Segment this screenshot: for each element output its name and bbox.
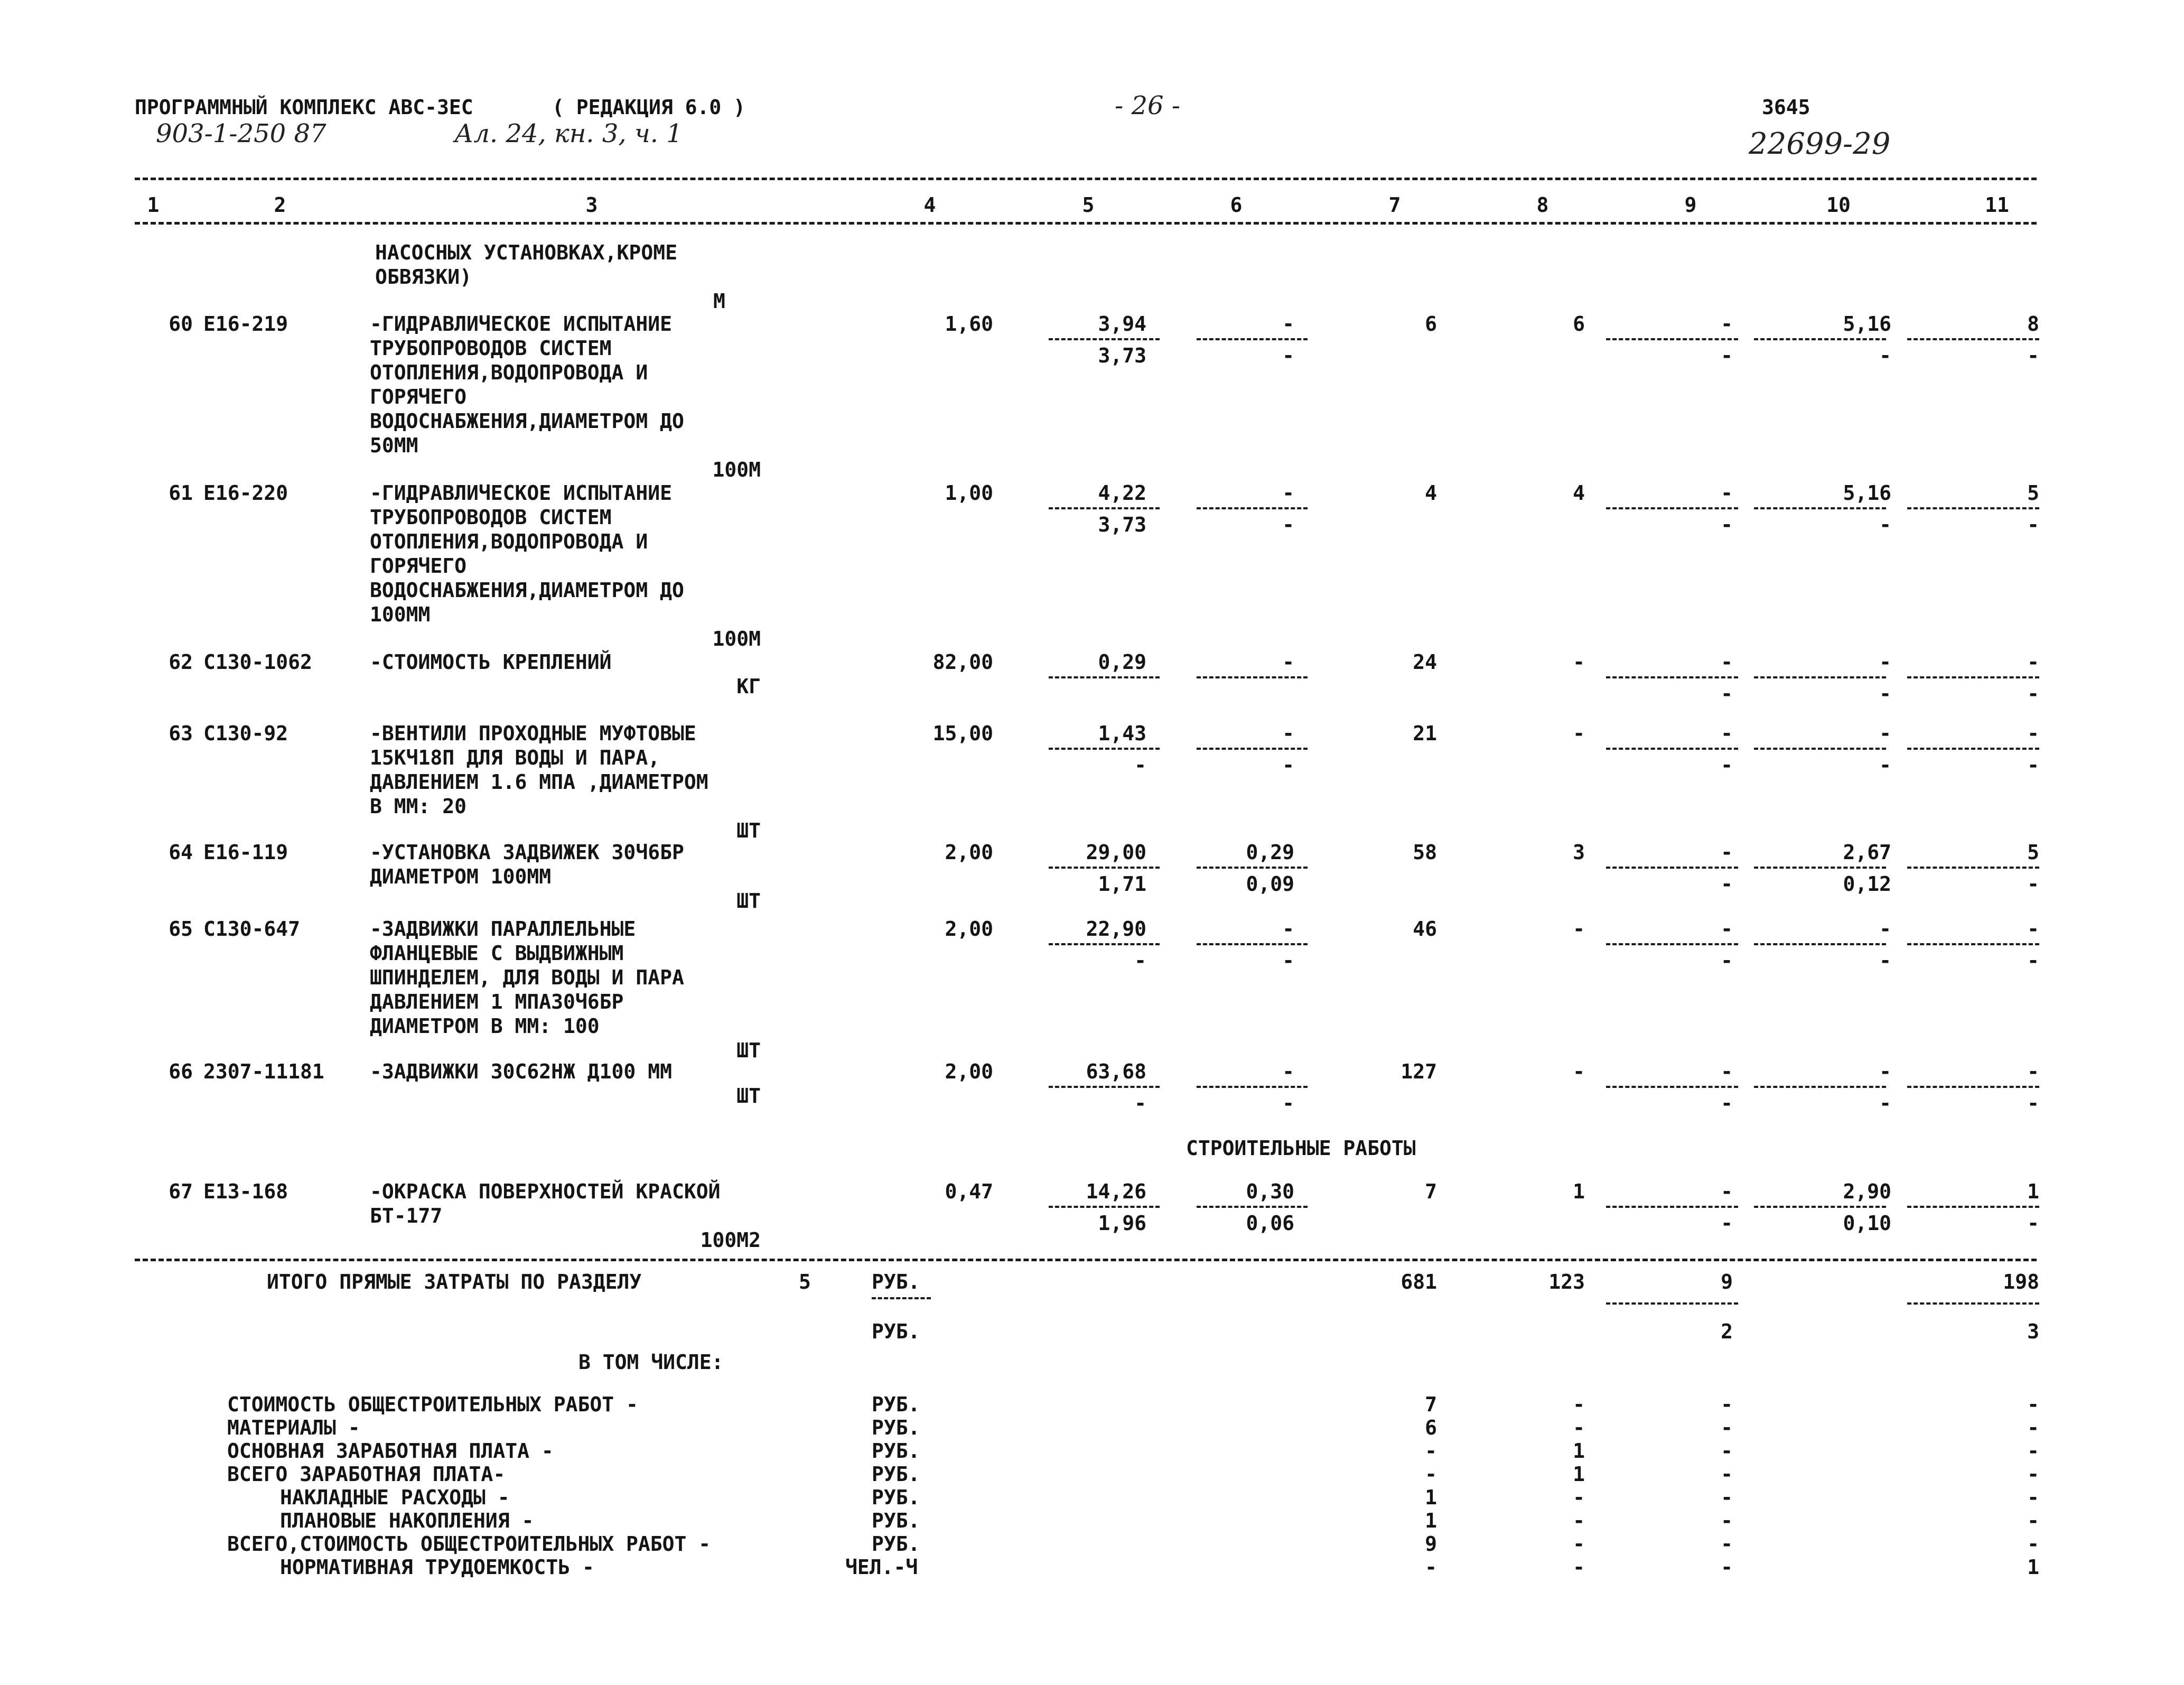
totals-col9: 9	[1721, 1270, 1733, 1293]
row-number: 67	[169, 1180, 193, 1203]
totals-top-rule	[135, 1259, 2037, 1261]
summary-col7: 7	[1425, 1393, 1437, 1416]
summary-label: СТОИМОСТЬ ОБЩЕСТРОИТЕЛЬНЫХ РАБОТ -	[227, 1393, 638, 1416]
continued-unit: М	[713, 290, 725, 313]
column-number-1: 1	[147, 193, 160, 217]
row-c5: 0,29	[1098, 650, 1146, 674]
row-number: 63	[169, 722, 193, 745]
summary-col9: -	[1721, 1463, 1733, 1486]
summary-unit: ЧЕЛ.-Ч	[845, 1556, 918, 1579]
row-c10b: -	[1879, 344, 1891, 367]
row-c9b: -	[1721, 513, 1733, 536]
cell-separator	[1606, 1086, 1738, 1088]
row-c6b: 0,09	[1246, 872, 1294, 896]
row-c11: -	[2027, 722, 2039, 745]
row-description-line: -ЗАДВИЖКИ ПАРАЛЛЕЛЬНЫЕ	[370, 917, 636, 941]
row-c5b: -	[1134, 753, 1146, 777]
cell-separator	[1606, 943, 1738, 945]
totals-col11: 198	[2003, 1270, 2039, 1293]
row-c6: 0,29	[1246, 841, 1294, 864]
row-c6: -	[1282, 650, 1294, 674]
row-c8: 1	[1573, 1180, 1585, 1203]
row-c5b: 3,73	[1098, 513, 1146, 536]
row-c10: 5,16	[1843, 312, 1891, 336]
column-number-11: 11	[1985, 193, 2009, 217]
summary-col11: -	[2027, 1509, 2039, 1532]
row-description-line: -ОКРАСКА ПОВЕРХНОСТЕЙ КРАСКОЙ	[370, 1180, 721, 1203]
cell-separator	[1606, 867, 1738, 869]
row-code: Е16-220	[203, 481, 288, 505]
summary-col11: -	[2027, 1439, 2039, 1463]
cell-separator	[1754, 1086, 1886, 1088]
totals-col8: 123	[1548, 1270, 1585, 1293]
row-c5: 63,68	[1086, 1060, 1146, 1083]
row-code: С130-92	[203, 722, 288, 745]
column-number-5: 5	[1082, 193, 1095, 217]
totals-unit-2: РУБ.	[872, 1320, 920, 1343]
row-c10b: 0,12	[1843, 872, 1891, 896]
row-c7: 24	[1413, 650, 1437, 674]
column-number-8: 8	[1536, 193, 1549, 217]
row-description-line: ТРУБОПРОВОДОВ СИСТЕМ	[370, 337, 612, 360]
program-title: ПРОГРАММНЫЙ КОМПЛЕКС АВС-3ЕС	[135, 96, 473, 119]
row-description-line: -ГИДРАВЛИЧЕСКОЕ ИСПЫТАНИЕ	[370, 481, 672, 505]
summary-col8: 1	[1573, 1439, 1585, 1463]
cell-separator	[1197, 943, 1308, 945]
summary-col7: 1	[1425, 1486, 1437, 1509]
row-number: 66	[169, 1060, 193, 1083]
row-qty: 82,00	[932, 650, 993, 674]
row-c7: 127	[1401, 1060, 1437, 1083]
row-description-line: В ММ: 20	[370, 795, 467, 818]
row-c10: 2,90	[1843, 1180, 1891, 1203]
summary-col8: -	[1573, 1556, 1585, 1579]
summary-unit: РУБ.	[872, 1532, 920, 1556]
row-c11b: -	[2027, 872, 2039, 896]
row-c11b: -	[2027, 682, 2039, 705]
row-c11: -	[2027, 917, 2039, 941]
row-c11b: -	[2027, 344, 2039, 367]
cell-separator	[1754, 507, 1886, 509]
row-qty: 2,00	[945, 841, 993, 864]
cell-separator	[1049, 1206, 1160, 1208]
row-c6b: -	[1282, 344, 1294, 367]
row-unit: 100М	[712, 458, 761, 481]
cell-separator	[1197, 1206, 1308, 1208]
summary-col9: -	[1721, 1556, 1733, 1579]
document-code: 3645	[1762, 96, 1810, 119]
row-c6b: -	[1282, 1092, 1294, 1115]
cell-separator	[1197, 338, 1308, 340]
row-c10: -	[1879, 1060, 1891, 1083]
cell-separator	[1907, 943, 2039, 945]
row-unit: КГ	[736, 675, 761, 698]
summary-label: НОРМАТИВНАЯ ТРУДОЕМКОСТЬ -	[280, 1556, 594, 1579]
row-c11b: -	[2027, 1212, 2039, 1235]
cell-separator	[1606, 676, 1738, 678]
row-description-line: ОТОПЛЕНИЯ,ВОДОПРОВОДА И	[370, 530, 648, 553]
summary-col8: -	[1573, 1532, 1585, 1556]
cell-separator	[1754, 943, 1886, 945]
summary-col7: 9	[1425, 1532, 1437, 1556]
row-c5: 1,43	[1098, 722, 1146, 745]
row-c10b: -	[1879, 949, 1891, 972]
row-code: Е13-168	[203, 1180, 288, 1203]
page-number: - 26 -	[1115, 91, 1181, 120]
cell-separator	[1049, 507, 1160, 509]
row-unit: ШТ	[736, 1084, 761, 1107]
row-c9b: -	[1721, 682, 1733, 705]
summary-unit: РУБ.	[872, 1439, 920, 1463]
row-c5b: 3,73	[1098, 344, 1146, 367]
row-code: С130-1062	[203, 650, 312, 674]
row-description-line: -ЗАДВИЖКИ 30С62НЖ Д100 ММ	[370, 1060, 672, 1083]
cell-separator	[1907, 1086, 2039, 1088]
summary-unit: РУБ.	[872, 1393, 920, 1416]
row-c5b: -	[1134, 1092, 1146, 1115]
row-c10: -	[1879, 917, 1891, 941]
row-c9b: -	[1721, 949, 1733, 972]
summary-unit: РУБ.	[872, 1509, 920, 1532]
cell-separator	[1907, 867, 2039, 869]
summary-col7: -	[1425, 1556, 1437, 1579]
row-c6: -	[1282, 917, 1294, 941]
row-c11: 1	[2027, 1180, 2039, 1203]
continued-description-line: ОБВЯЗКИ)	[375, 265, 472, 288]
row-description-line: ДАВЛЕНИЕМ 1 МПА30Ч6БР	[370, 990, 624, 1013]
cell-separator	[1197, 867, 1308, 869]
row-c8: 4	[1573, 481, 1585, 505]
row-c10: 5,16	[1843, 481, 1891, 505]
row-c11: -	[2027, 1060, 2039, 1083]
row-description-line: ТРУБОПРОВОДОВ СИСТЕМ	[370, 506, 612, 529]
summary-col9: -	[1721, 1509, 1733, 1532]
totals-col11-second: 3	[2027, 1320, 2039, 1343]
row-qty: 2,00	[945, 917, 993, 941]
column-number-10: 10	[1826, 193, 1851, 217]
handwritten-inventory-number: 22699-29	[1749, 127, 1891, 161]
row-c7: 21	[1413, 722, 1437, 745]
row-description-line: 100ММ	[370, 603, 431, 626]
row-c9: -	[1721, 312, 1733, 336]
cell-separator	[1606, 338, 1738, 340]
row-description-line: ДИАМЕТРОМ 100ММ	[370, 865, 552, 888]
row-c11b: -	[2027, 949, 2039, 972]
totals-label: ИТОГО ПРЯМЫЕ ЗАТРАТЫ ПО РАЗДЕЛУ	[267, 1270, 642, 1293]
summary-col7: 1	[1425, 1509, 1437, 1532]
cell-separator	[1049, 943, 1160, 945]
summary-col8: -	[1573, 1416, 1585, 1439]
row-number: 65	[169, 917, 193, 941]
row-description-line: ОТОПЛЕНИЯ,ВОДОПРОВОДА И	[370, 361, 648, 384]
cell-separator	[1754, 867, 1886, 869]
summary-col9: -	[1721, 1532, 1733, 1556]
cell-separator	[1907, 676, 2039, 678]
cell-separator	[1197, 507, 1308, 509]
row-number: 61	[169, 481, 193, 505]
row-number: 64	[169, 841, 193, 864]
cell-separator	[1197, 1086, 1308, 1088]
row-c9: -	[1721, 1060, 1733, 1083]
cell-separator	[1049, 867, 1160, 869]
cell-separator	[1197, 676, 1308, 678]
summary-col11: -	[2027, 1393, 2039, 1416]
row-c6b: -	[1282, 513, 1294, 536]
row-c5: 29,00	[1086, 841, 1146, 864]
cell-separator	[1754, 338, 1886, 340]
summary-col11: -	[2027, 1532, 2039, 1556]
row-description-line: ФЛАНЦЕВЫЕ С ВЫДВИЖНЫМ	[370, 942, 624, 965]
summary-col7: -	[1425, 1463, 1437, 1486]
summary-col11: 1	[2027, 1556, 2039, 1579]
row-qty: 15,00	[932, 722, 993, 745]
row-description-line: ДАВЛЕНИЕМ 1.6 МПА ,ДИАМЕТРОМ	[370, 770, 708, 794]
cell-separator	[1754, 748, 1886, 750]
row-c6b: -	[1282, 753, 1294, 777]
row-code: С130-647	[203, 917, 301, 941]
row-qty: 1,60	[945, 312, 993, 336]
cell-separator	[1907, 1206, 2039, 1208]
header-top-rule	[135, 178, 2037, 180]
row-description-line: ГОРЯЧЕГО	[370, 385, 467, 408]
summary-label: ОСНОВНАЯ ЗАРАБОТНАЯ ПЛАТА -	[227, 1439, 554, 1463]
summary-col9: -	[1721, 1439, 1733, 1463]
section-title: СТРОИТЕЛЬНЫЕ РАБОТЫ	[1186, 1137, 1416, 1160]
row-c7: 46	[1413, 917, 1437, 941]
row-number: 62	[169, 650, 193, 674]
row-c9: -	[1721, 1180, 1733, 1203]
column-number-3: 3	[585, 193, 598, 217]
totals-col7: 681	[1401, 1270, 1437, 1293]
summary-col8: -	[1573, 1509, 1585, 1532]
row-c6: -	[1282, 312, 1294, 336]
row-unit: 100М	[712, 627, 761, 650]
summary-unit: РУБ.	[872, 1416, 920, 1439]
row-c11: 5	[2027, 841, 2039, 864]
row-c10b: 0,10	[1843, 1212, 1891, 1235]
row-c11: 5	[2027, 481, 2039, 505]
summary-label: МАТЕРИАЛЫ -	[227, 1416, 360, 1439]
summary-col8: -	[1573, 1486, 1585, 1509]
cell-separator	[1754, 1206, 1886, 1208]
cell-separator	[1606, 748, 1738, 750]
row-c5: 22,90	[1086, 917, 1146, 941]
column-number-4: 4	[923, 193, 936, 217]
handwritten-sheet-ref: Ал. 24, кн. 3, ч. 1	[454, 119, 683, 148]
totals-section-number: 5	[799, 1270, 811, 1293]
row-c6: -	[1282, 481, 1294, 505]
row-c9: -	[1721, 841, 1733, 864]
totals-col9-rule	[1606, 1302, 1738, 1305]
row-c5b: 1,71	[1098, 872, 1146, 896]
row-c11: 8	[2027, 312, 2039, 336]
row-description-line: -ГИДРАВЛИЧЕСКОЕ ИСПЫТАНИЕ	[370, 312, 672, 336]
row-unit: ШТ	[736, 819, 761, 842]
row-c10b: -	[1879, 682, 1891, 705]
summary-col11: -	[2027, 1416, 2039, 1439]
row-c6: -	[1282, 722, 1294, 745]
row-c8: -	[1573, 650, 1585, 674]
summary-col8: -	[1573, 1393, 1585, 1416]
row-c10b: -	[1879, 513, 1891, 536]
row-description-line: БТ-177	[370, 1204, 443, 1227]
column-number-7: 7	[1388, 193, 1401, 217]
column-number-2: 2	[274, 193, 286, 217]
summary-label: НАКЛАДНЫЕ РАСХОДЫ -	[280, 1486, 510, 1509]
summary-label: ВСЕГО ЗАРАБОТНАЯ ПЛАТА-	[227, 1463, 506, 1486]
row-c6b: -	[1282, 949, 1294, 972]
row-c10: -	[1879, 722, 1891, 745]
summary-col7: -	[1425, 1439, 1437, 1463]
totals-including-label: В ТОМ ЧИСЛЕ:	[578, 1351, 724, 1374]
row-description-line: ШПИНДЕЛЕМ, ДЛЯ ВОДЫ И ПАРА	[370, 966, 684, 989]
row-c7: 6	[1425, 312, 1437, 336]
row-c8: 3	[1573, 841, 1585, 864]
summary-label: ПЛАНОВЫЕ НАКОПЛЕНИЯ -	[280, 1509, 534, 1532]
program-edition: ( РЕДАКЦИЯ 6.0 )	[552, 96, 746, 119]
summary-col9: -	[1721, 1486, 1733, 1509]
row-c11: -	[2027, 650, 2039, 674]
row-c10: -	[1879, 650, 1891, 674]
row-code: Е16-119	[203, 841, 288, 864]
row-unit: 100М2	[700, 1228, 761, 1252]
row-unit: ШТ	[736, 889, 761, 913]
row-c7: 7	[1425, 1180, 1437, 1203]
summary-col11: -	[2027, 1463, 2039, 1486]
summary-unit: РУБ.	[872, 1463, 920, 1486]
row-c9: -	[1721, 481, 1733, 505]
row-description-line: -СТОИМОСТЬ КРЕПЛЕНИЙ	[370, 650, 612, 674]
summary-col7: 6	[1425, 1416, 1437, 1439]
row-c9b: -	[1721, 1092, 1733, 1115]
row-c8: 6	[1573, 312, 1585, 336]
summary-col9: -	[1721, 1416, 1733, 1439]
row-c6: -	[1282, 1060, 1294, 1083]
row-c10b: -	[1879, 753, 1891, 777]
cell-separator	[1907, 338, 2039, 340]
totals-unit-rule	[872, 1297, 931, 1299]
summary-col11: -	[2027, 1486, 2039, 1509]
row-c9: -	[1721, 917, 1733, 941]
row-c9b: -	[1721, 1212, 1733, 1235]
row-c5b: -	[1134, 949, 1146, 972]
continued-description-line: НАСОСНЫХ УСТАНОВКАХ,КРОМЕ	[375, 241, 677, 264]
row-c7: 58	[1413, 841, 1437, 864]
row-description-line: 50ММ	[370, 434, 418, 457]
summary-col9: -	[1721, 1393, 1733, 1416]
column-number-9: 9	[1684, 193, 1697, 217]
row-c8: -	[1573, 917, 1585, 941]
row-description-line: ДИАМЕТРОМ В ММ: 100	[370, 1014, 600, 1038]
summary-label: ВСЕГО,СТОИМОСТЬ ОБЩЕСТРОИТЕЛЬНЫХ РАБОТ -	[227, 1532, 711, 1556]
row-qty: 2,00	[945, 1060, 993, 1083]
cell-separator	[1049, 1086, 1160, 1088]
row-description-line: -ВЕНТИЛИ ПРОХОДНЫЕ МУФТОВЫЕ	[370, 722, 696, 745]
row-number: 60	[169, 312, 193, 336]
row-c10b: -	[1879, 1092, 1891, 1115]
row-c5b: 1,96	[1098, 1212, 1146, 1235]
row-code: 2307-11181	[203, 1060, 324, 1083]
row-c9b: -	[1721, 872, 1733, 896]
row-c6b: 0,06	[1246, 1212, 1294, 1235]
header-bottom-rule	[135, 222, 2037, 225]
row-c9b: -	[1721, 753, 1733, 777]
cell-separator	[1049, 748, 1160, 750]
row-c5: 14,26	[1086, 1180, 1146, 1203]
row-c5: 4,22	[1098, 481, 1146, 505]
row-qty: 0,47	[945, 1180, 993, 1203]
handwritten-project-number: 903-1-250 87	[156, 119, 326, 148]
cell-separator	[1049, 338, 1160, 340]
totals-col11-rule	[1907, 1302, 2039, 1305]
row-c11b: -	[2027, 753, 2039, 777]
column-number-6: 6	[1230, 193, 1243, 217]
cell-separator	[1907, 748, 2039, 750]
summary-unit: РУБ.	[872, 1486, 920, 1509]
cell-separator	[1907, 507, 2039, 509]
summary-col8: 1	[1573, 1463, 1585, 1486]
row-description-line: -УСТАНОВКА ЗАДВИЖЕК 30Ч6БР	[370, 841, 684, 864]
cell-separator	[1049, 676, 1160, 678]
row-qty: 1,00	[945, 481, 993, 505]
row-c11b: -	[2027, 513, 2039, 536]
row-description-line: ВОДОСНАБЖЕНИЯ,ДИАМЕТРОМ ДО	[370, 579, 684, 602]
row-c10: 2,67	[1843, 841, 1891, 864]
row-c7: 4	[1425, 481, 1437, 505]
row-c11b: -	[2027, 1092, 2039, 1115]
row-c8: -	[1573, 722, 1585, 745]
row-c9: -	[1721, 650, 1733, 674]
row-c5: 3,94	[1098, 312, 1146, 336]
cell-separator	[1606, 1206, 1738, 1208]
row-c9: -	[1721, 722, 1733, 745]
row-code: Е16-219	[203, 312, 288, 336]
row-c8: -	[1573, 1060, 1585, 1083]
totals-unit: РУБ.	[872, 1270, 920, 1293]
cell-separator	[1754, 676, 1886, 678]
row-description-line: ВОДОСНАБЖЕНИЯ,ДИАМЕТРОМ ДО	[370, 409, 684, 433]
row-c6: 0,30	[1246, 1180, 1294, 1203]
totals-col9-second: 2	[1721, 1320, 1733, 1343]
cell-separator	[1197, 748, 1308, 750]
row-c9b: -	[1721, 344, 1733, 367]
cell-separator	[1606, 507, 1738, 509]
row-description-line: ГОРЯЧЕГО	[370, 554, 467, 578]
row-description-line: 15КЧ18П ДЛЯ ВОДЫ И ПАРА,	[370, 746, 660, 769]
row-unit: ШТ	[736, 1039, 761, 1062]
